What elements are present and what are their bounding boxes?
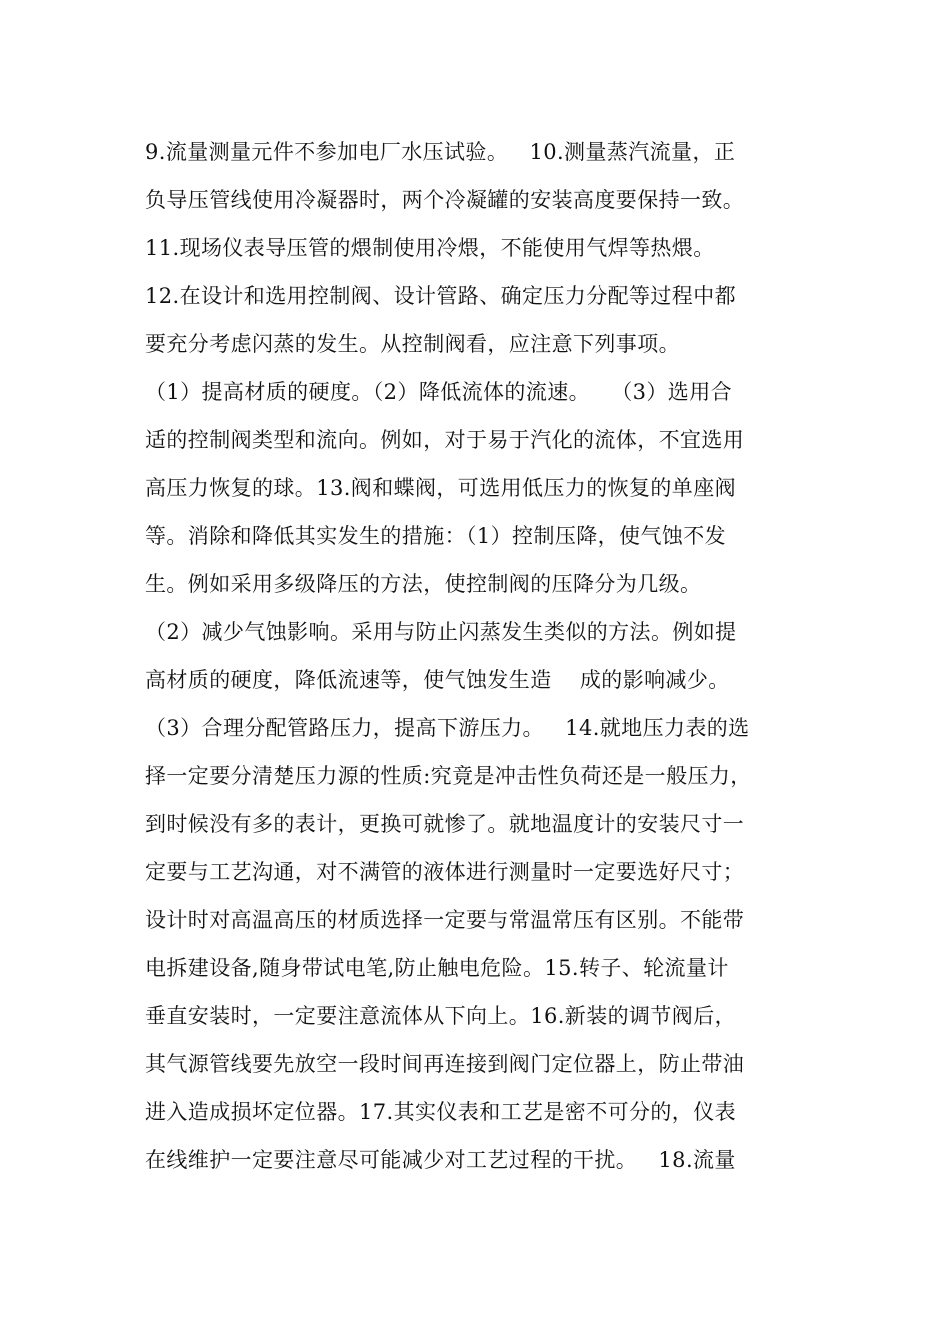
text-line: 负导压管线使用冷凝器时，两个冷凝罐的安装高度要保持一致。: [145, 188, 745, 212]
text-line: 择一定要分清楚压力源的性质:究竟是冲击性负荷还是一般压力，: [145, 764, 752, 788]
text-line: 适的控制阀类型和流向。例如，对于易于汽化的流体，不宜选用: [145, 428, 745, 452]
body-text: [145, 128, 815, 1184]
text-line: 等。消除和降低其实发生的措施：（1）控制压降，使气蚀不发: [145, 524, 727, 548]
text-line: （2）减少气蚀影响。采用与防止闪蒸发生类似的方法。例如提: [145, 620, 737, 644]
text-line: 11.现场仪表导压管的煨制使用冷煨，不能使用气焊等热煨。: [145, 236, 715, 260]
text-line: 在线维护一定要注意尽可能减少对工艺过程的干扰。 18.流量: [145, 1148, 736, 1172]
text-line: （1）提高材质的硬度。（2）降低流体的流速。 （3）选用合: [145, 380, 733, 404]
text-line: 其气源管线要先放空一段时间再连接到阀门定位器上，防止带油: [145, 1052, 745, 1076]
text-line: 高材质的硬度，降低流速等，使气蚀发生造 成的影响减少。: [145, 668, 730, 692]
text-line: 生。例如采用多级降压的方法，使控制阀的压降分为几级。: [145, 572, 702, 596]
text-line: 高压力恢复的球。13.阀和蝶阀，可选用低压力的恢复的单座阀: [145, 476, 736, 500]
text-line: 设计时对高温高压的材质选择一定要与常温常压有区别。不能带: [145, 908, 745, 932]
text-line: 垂直安装时，一定要注意流体从下向上。16.新装的调节阀后，: [145, 1004, 736, 1028]
text-line: 电拆建设备,随身带试电笔,防止触电危险。15.转子、轮流量计: [145, 956, 729, 980]
text-line: 到时候没有多的表计，更换可就惨了。就地温度计的安装尺寸一: [145, 812, 745, 836]
text-line: 9.流量测量元件不参加电厂水压试验。 10.测量蒸汽流量，正: [145, 140, 736, 164]
text-line: 定要与工艺沟通，对不满管的液体进行测量时一定要选好尺寸；: [145, 860, 745, 884]
text-line: 12.在设计和选用控制阀、设计管路、确定压力分配等过程中都: [145, 284, 736, 308]
text-line: 要充分考虑闪蒸的发生。从控制阀看，应注意下列事项。: [145, 332, 680, 356]
text-line: 进入造成损坏定位器。17.其实仪表和工艺是密不可分的，仪表: [145, 1100, 736, 1124]
text-line: （3）合理分配管路压力，提高下游压力。 14.就地压力表的选: [145, 716, 750, 740]
